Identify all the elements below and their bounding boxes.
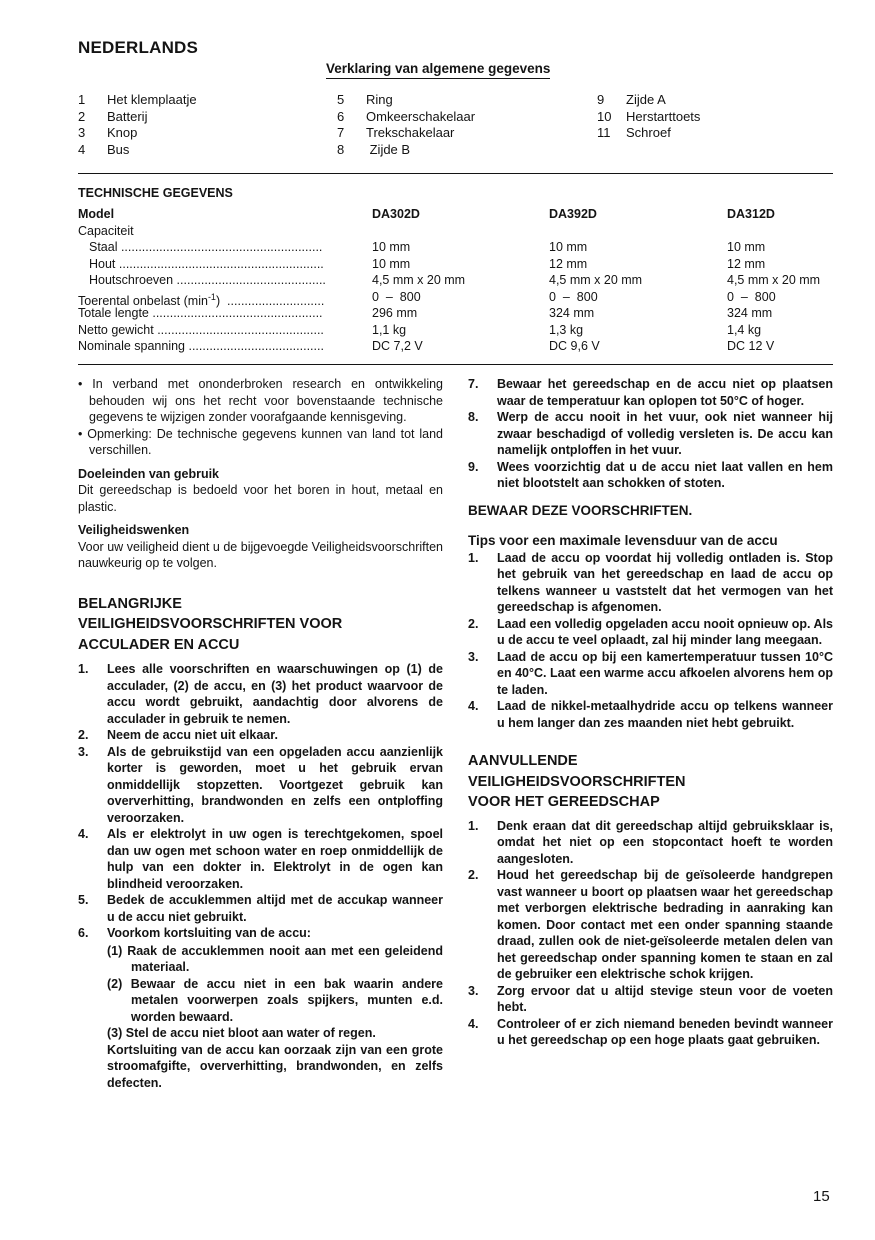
spec-value: 296 mm — [372, 306, 418, 320]
safety-text: Voor uw veiligheid dient u de bijgevoegde Veiligheidsvoorschriften nauwkeurig op te volgen. — [78, 539, 443, 570]
item-text: Werp de accu nooit in het vuur, ook niet wanneer hij zwaar beschadigd of volledig versleten is. De accu kan namelijk ontploffen in het vuur. — [497, 410, 833, 457]
sub-item: (3) Stel de accu niet bloot aan water of regen. — [107, 1026, 376, 1040]
legend-item — [597, 92, 700, 109]
spec-row — [78, 322, 833, 339]
item-number: 1. — [468, 818, 479, 833]
item-text: Neem de accu niet uit elkaar. — [107, 728, 278, 742]
list-item — [468, 459, 833, 492]
page-number: 15 — [813, 1188, 830, 1205]
list-item — [468, 649, 833, 699]
legend-number: 1 — [78, 92, 86, 107]
item-text: Bewaar het gereedschap en de accu niet op plaatsen waar de temperatuur kan oplopen tot 50°C of hoger. — [497, 377, 833, 408]
spec-value: 12 mm — [549, 256, 588, 271]
heading-line: BELANGRIJKE — [78, 595, 182, 612]
item-number: 3. — [468, 649, 479, 664]
item-text: Controleer of er zich niemand beneden bevindt wanneer u het gereedschap op een hoge plaats gaat gebruiken. — [497, 1016, 833, 1047]
model-name: DA392D — [549, 207, 597, 221]
legend-number: 3 — [78, 125, 86, 140]
spec-value: 4,5 mm x 20 mm — [372, 273, 466, 287]
item-text: Bedek de accuklemmen altijd met de accukap wanneer u de accu niet gebruikt. — [107, 893, 443, 924]
spec-row — [78, 239, 833, 256]
legend-number: 9 — [597, 92, 605, 107]
item-number: 1. — [78, 662, 89, 676]
spec-value: 4,5 mm x 20 mm — [727, 273, 821, 287]
heading-line: AANVULLENDE — [468, 753, 578, 769]
list-item — [468, 616, 833, 649]
spec-value: DC 7,2 V — [372, 339, 423, 353]
item-text: Laad de accu op voordat hij volledig ontladen is. Stop het gebruik van het gereedschap en laad de accu op telkens wanneer u vaststelt dat het vermogen van het gereedschap is afgenomen. — [497, 550, 833, 614]
purpose-heading: Doeleinden van gebruik — [78, 466, 220, 481]
item-text: Laad de nikkel-metaalhydride accu op telkens wanneer u hem langer dan zes maanden niet hebt gebruikt. — [497, 699, 833, 730]
legend-label: Ring — [366, 92, 393, 107]
spec-label: Staal .......................................................... — [89, 240, 323, 254]
legend-label: Omkeerschakelaar — [366, 108, 476, 124]
capacity-label: Capaciteit — [78, 223, 134, 238]
model-label: Model — [78, 207, 115, 221]
legend-label: Het klemplaatje — [107, 92, 197, 107]
item-number: 3. — [78, 744, 89, 759]
item-number: 5. — [78, 893, 89, 907]
legend-label: Bus — [107, 141, 130, 157]
spec-label: Nominale spanning ....................................... — [78, 339, 324, 353]
item-text: Laad een volledig opgeladen accu nooit opnieuw op. Als u de accu te veel oplaadt, zal hij minder lang meegaan. — [497, 616, 833, 647]
heading-line: VEILIGHEIDSVOORSCHRIFTEN VOOR — [78, 616, 343, 632]
item-text: Denk eraan dat dit gereedschap altijd gebruiksklaar is, omdat het niet op een stopcontact hoeft te worden aangesloten. — [497, 818, 833, 866]
item-text: Als er elektrolyt in uw ogen is terechtgekomen, spoel dan uw ogen met schoon water en roep onmiddellijk de hulp van een dokter in. Elektrolyt in de ogen kan blindheid veroorzaken. — [107, 827, 443, 891]
additional-safety-heading — [468, 751, 833, 813]
spec-label: Totale lengte ................................................. — [78, 306, 323, 320]
item-number: 4. — [468, 1016, 479, 1031]
list-item — [78, 727, 443, 744]
list-item — [78, 661, 443, 727]
legend-number: 6 — [337, 108, 345, 124]
item-text: Zorg ervoor dat u altijd stevige steun voor de voeten hebt. — [497, 983, 833, 1014]
legend-item — [337, 109, 475, 126]
language-heading: NEDERLANDS — [78, 38, 199, 57]
list-item — [468, 1016, 833, 1049]
tips-list — [468, 550, 833, 732]
list-item — [468, 818, 833, 868]
sub-item: (2) Bewaar de accu niet in een bak waarin andere metalen voorwerpen zoals spijkers, munten e.d. worden bewaard. — [107, 976, 443, 1024]
spec-value: 4,5 mm x 20 mm — [549, 273, 643, 287]
spec-value: 10 mm — [372, 256, 411, 271]
purpose-text: Dit gereedschap is bedoeld voor het boren in hout, metaal en plastic. — [78, 483, 443, 514]
heading-line: VEILIGHEIDSVOORSCHRIFTEN — [468, 773, 686, 790]
spec-value: 324 mm — [727, 306, 773, 320]
item-text: Wees voorzichtig dat u de accu niet laat vallen en hem niet blootstelt aan schokken of stoten. — [497, 459, 833, 490]
list-item — [78, 925, 443, 1091]
spec-value: 10 mm — [727, 240, 766, 254]
short-circuit-text: Kortsluiting van de accu kan oorzaak zijn van een grote stroomafgifte, oververhitting, brandwonden, en zelfs defecten. — [107, 1042, 443, 1090]
spec-label-text: Toerental onbelast (min — [78, 293, 208, 308]
legend-number: 2 — [78, 108, 86, 124]
spec-value: 12 mm — [727, 256, 766, 271]
model-name: DA312D — [727, 207, 775, 221]
specs-table — [78, 206, 833, 355]
battery-safety-list — [78, 661, 443, 1091]
tool-safety-list — [468, 818, 833, 1049]
left-column — [78, 376, 443, 1091]
legend-item — [78, 142, 197, 159]
spec-row — [78, 289, 833, 306]
spec-label-sup: -1 — [207, 291, 216, 302]
list-item — [468, 698, 833, 731]
divider — [78, 173, 833, 174]
item-text: Houd het gereedschap bij de geïsoleerde handgrepen vast wanneer u boort op plaatsen waar het gereedschap met verborgen elektrische bedrading in aanraking kan komen. Door contact met een onder spanning staande draad, zullen ook de niet-geïsoleerde metalen delen van het gereedschap onder spanning komen te staan en zal de gebruiker een elektrische schok krijgen. — [497, 868, 833, 981]
spec-label: Netto gewicht ................................................ — [78, 322, 324, 337]
battery-safety-list-continued — [468, 376, 833, 492]
spec-row — [78, 272, 833, 289]
item-number: 8. — [468, 410, 479, 424]
item-number: 2. — [78, 728, 89, 742]
legend-number: 10 — [597, 108, 612, 124]
sub-list — [107, 943, 443, 1042]
item-number: 4. — [78, 827, 89, 841]
spec-value: 0 – 800 — [549, 289, 598, 304]
item-number: 2. — [468, 616, 479, 631]
item-number: 9. — [468, 459, 479, 474]
legend-item — [597, 109, 700, 126]
list-item — [468, 550, 833, 616]
bullet-text: • In verband met ononderbroken research en ontwikkeling behouden wij ons het recht voor bovenstaande technische gegevens te wijzigen zonder voorafgaande kennisgeving. — [78, 377, 443, 424]
list-item — [468, 983, 833, 1016]
keep-instructions-heading: BEWAAR DEZE VOORSCHRIFTEN. — [468, 502, 693, 518]
legend-number: 5 — [337, 92, 345, 107]
item-number: 4. — [468, 699, 479, 713]
legend-label: Zijde A — [626, 92, 666, 107]
legend-item — [337, 92, 475, 109]
list-item — [468, 376, 833, 409]
legend-column-2 — [337, 92, 475, 158]
spec-label: Hout ........................................................... — [89, 256, 324, 271]
item-text: Als de gebruikstijd van een opgeladen accu aanzienlijk korter is geworden, moet u het gebruik ervan onmiddellijk stopzetten. Voortgezet gebruik kan oververhitting, brandwonden en zelfs een ontploffing veroorzaken. — [107, 744, 443, 825]
list-item — [468, 409, 833, 459]
spec-value: 1,3 kg — [549, 322, 584, 337]
spec-value: DC 12 V — [727, 339, 775, 353]
spec-value: 0 – 800 — [727, 289, 776, 304]
spec-row — [78, 256, 833, 273]
legend-item — [597, 125, 700, 142]
item-text: Laad de accu op bij een kamertemperatuur tussen 10°C en 40°C. Laat een warme accu afkoelen alvorens hem op te laden. — [497, 649, 833, 697]
item-number: 2. — [468, 868, 479, 882]
item-number: 3. — [468, 983, 479, 998]
spec-label: Houtschroeven ........................................... — [89, 273, 326, 287]
legend-item — [337, 125, 475, 142]
legend-label: Herstarttoets — [626, 108, 701, 124]
spec-value: 10 mm — [549, 240, 588, 254]
specs-capacity-row — [78, 223, 833, 240]
legend-item — [78, 92, 197, 109]
right-column — [468, 376, 833, 1049]
item-text: Lees alle voorschriften en waarschuwingen op (1) de acculader, (2) de accu, en (3) het product waarvoor de accu wordt gebruikt, aandachtig door alvorens de acculader in gebruik te nemen. — [107, 662, 443, 726]
legend-number: 7 — [337, 125, 345, 140]
item-number: 7. — [468, 377, 479, 391]
specs-title: TECHNISCHE GEGEVENS — [78, 186, 233, 200]
bullet-text: • Opmerking: De technische gegevens kunnen van land tot land verschillen. — [78, 426, 443, 457]
heading-line: VOOR HET GEREEDSCHAP — [468, 794, 660, 810]
item-number: 1. — [468, 550, 479, 565]
model-name: DA302D — [372, 207, 420, 221]
item-number: 6. — [78, 926, 89, 940]
legend-column-3 — [597, 92, 700, 142]
spec-label-rest: ) ............................ — [215, 293, 325, 308]
spec-value: 10 mm — [372, 240, 411, 254]
spec-value: 1,1 kg — [372, 322, 407, 337]
list-item — [78, 744, 443, 827]
legend-number: 4 — [78, 141, 86, 157]
legend-item — [337, 142, 475, 159]
sub-item: (1) Raak de accuklemmen nooit aan met een geleidend materiaal. — [107, 943, 443, 974]
divider — [78, 364, 833, 365]
list-item — [78, 826, 443, 892]
heading-line: ACCULADER EN ACCU — [78, 636, 240, 653]
spec-value: 0 – 800 — [372, 289, 421, 304]
spec-row — [78, 305, 833, 322]
spec-value: DC 9,6 V — [549, 339, 600, 353]
legend-label: Zijde B — [366, 141, 411, 157]
item-text: Voorkom kortsluiting van de accu: — [107, 926, 311, 940]
legend-number: 8 — [337, 141, 345, 157]
legend-title: Verklaring van algemene gegevens — [326, 61, 550, 79]
list-item — [78, 892, 443, 925]
legend-label: Schroef — [626, 125, 671, 140]
safety-heading: Veiligheidswenken — [78, 523, 190, 537]
legend-item — [78, 125, 197, 142]
legend-label: Batterij — [107, 108, 148, 124]
legend-item — [78, 109, 197, 126]
tips-heading: Tips voor een maximale levensduur van de accu — [468, 532, 778, 548]
spec-value: 324 mm — [549, 306, 595, 320]
list-item — [468, 867, 833, 983]
spec-row — [78, 338, 833, 355]
legend-label: Trekschakelaar — [366, 125, 455, 140]
important-heading — [78, 594, 443, 656]
specs-model-row — [78, 206, 833, 223]
legend-number: 11 — [597, 125, 611, 140]
legend-column-1 — [78, 92, 197, 158]
spec-value: 1,4 kg — [727, 322, 762, 337]
legend-label: Knop — [107, 125, 138, 140]
